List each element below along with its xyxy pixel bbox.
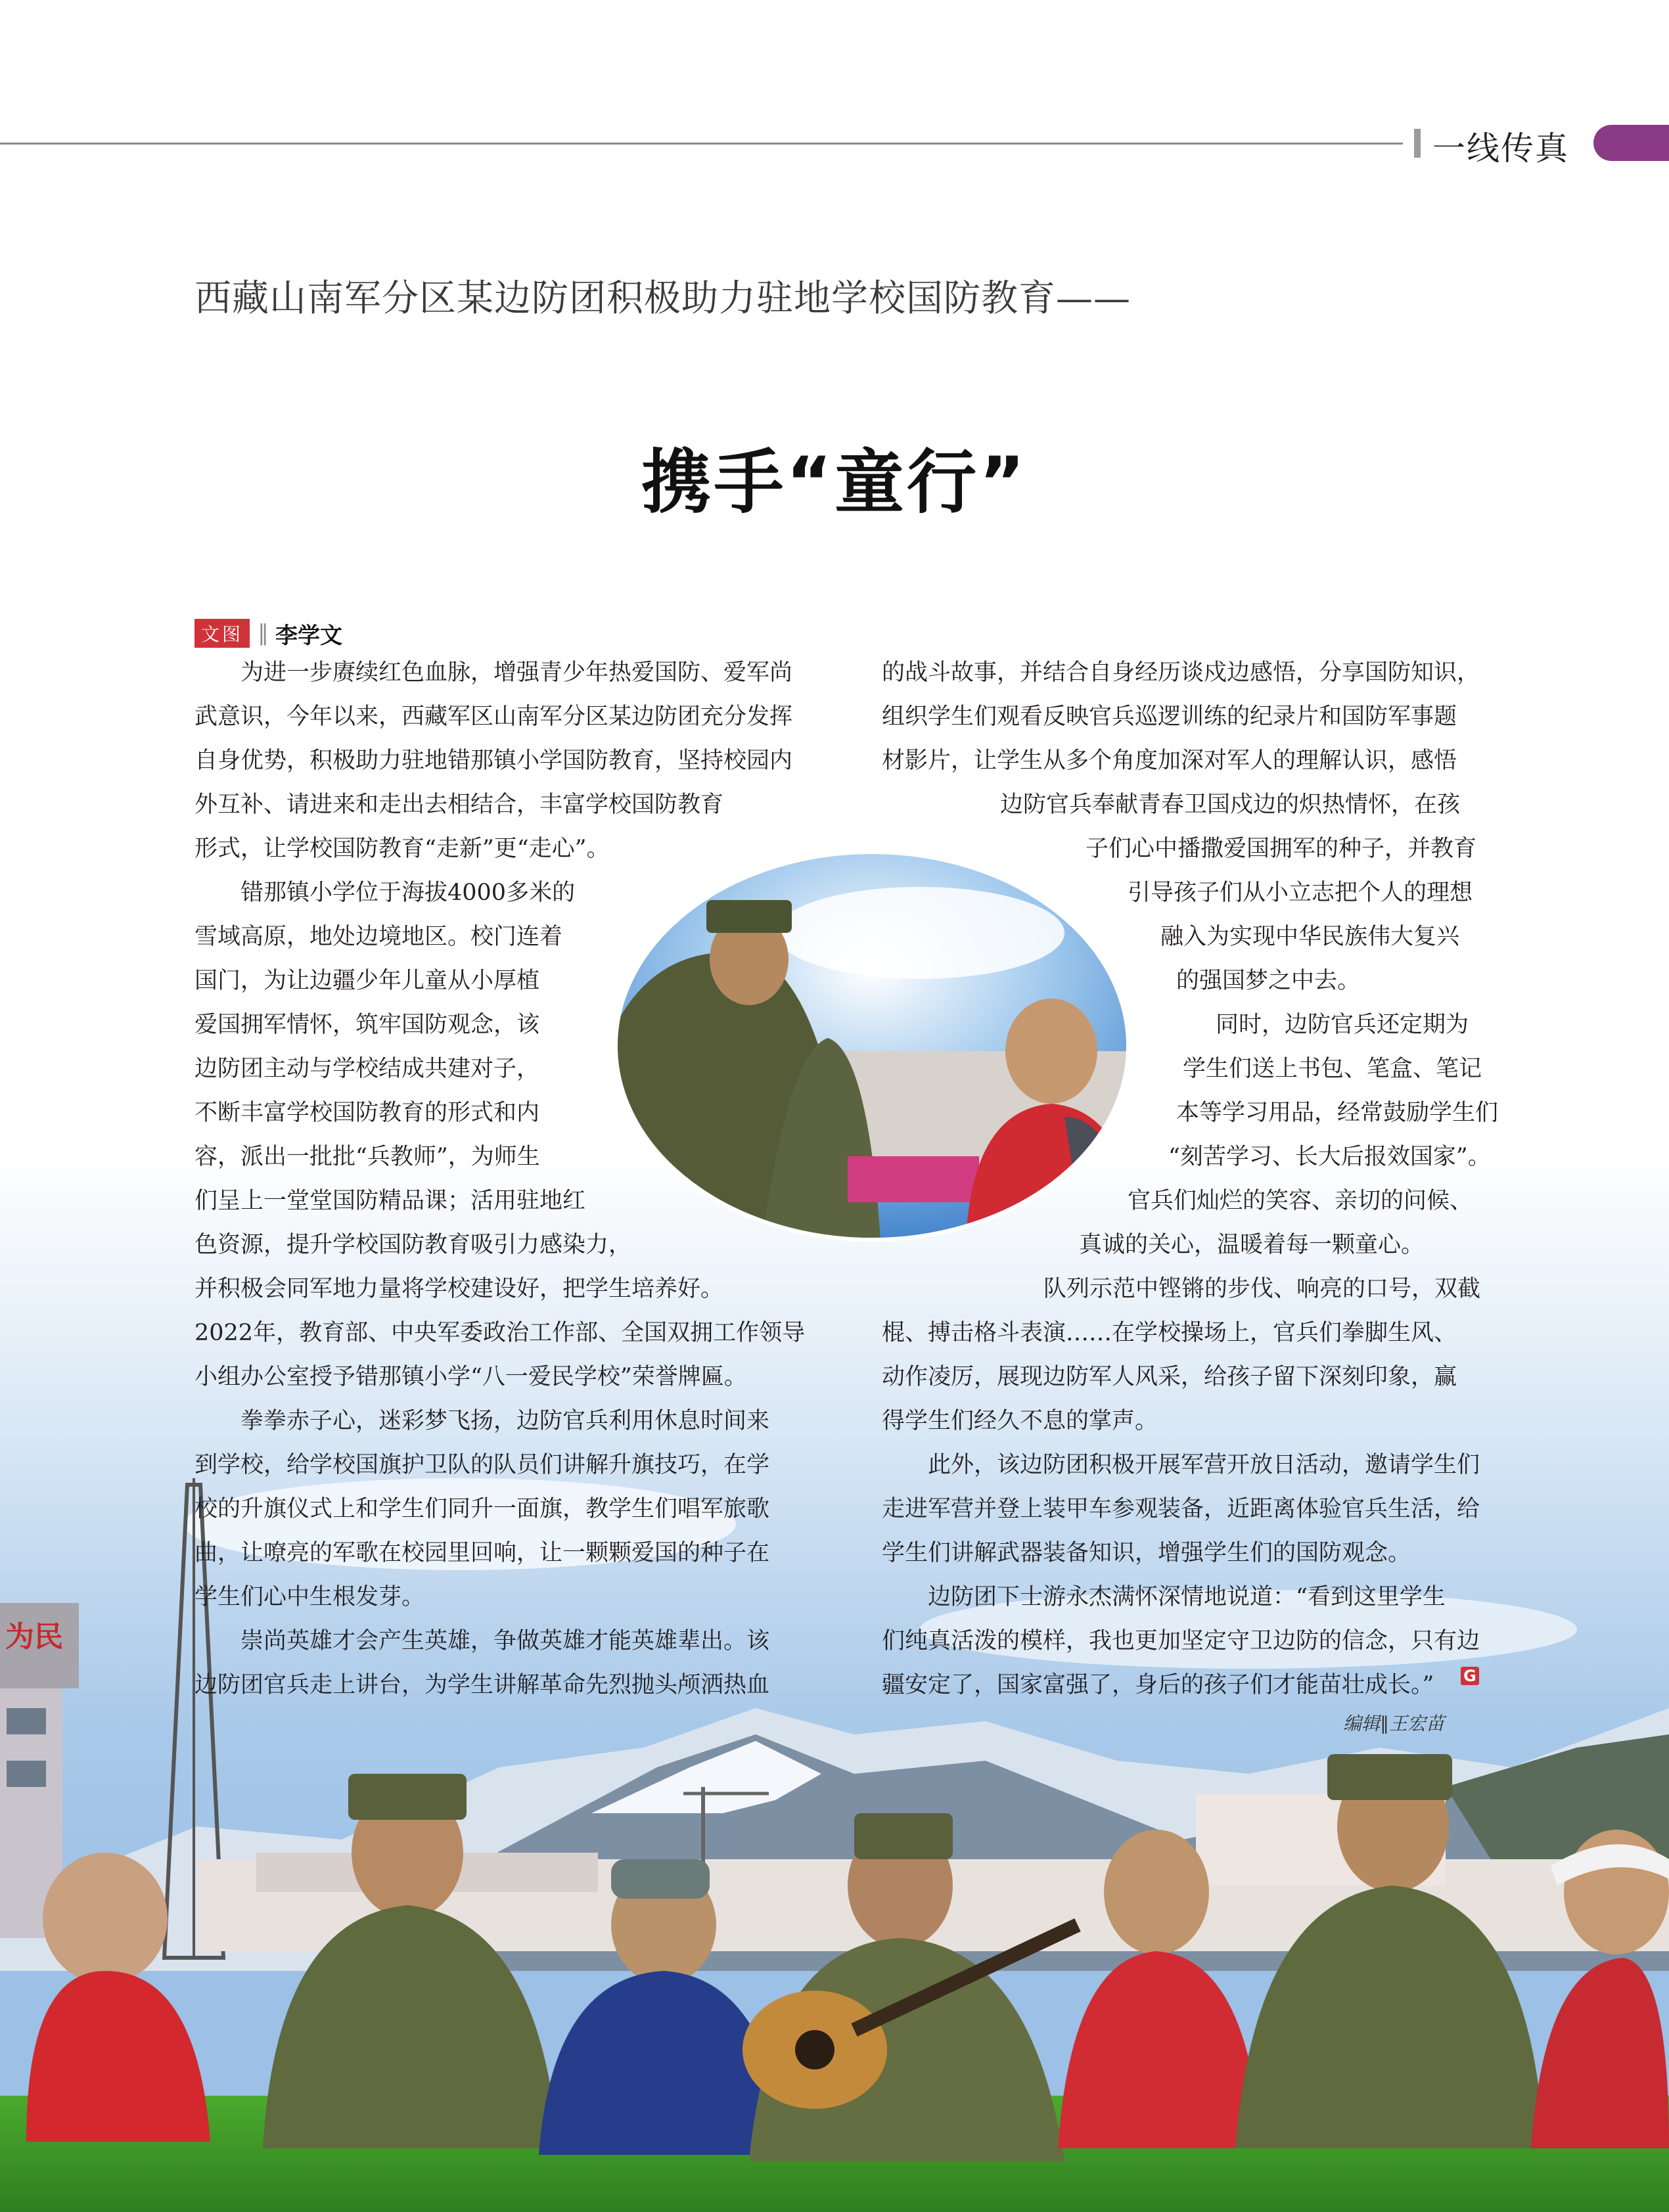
body-left-line: 容，派出一批批“兵教师”，为师生 [194, 1144, 540, 1170]
body-right-line: 子们心中播撒爱国拥军的种子，并教育 [1086, 836, 1477, 862]
body-left-line: 并积极会同军地力量将学校建设好，把学生培养好。 [194, 1276, 724, 1302]
body-right-line: 本等学习用品，经常鼓励学生们 [1176, 1100, 1499, 1126]
body-right-line: 棍、搏击格斗表演……在学校操场上，官兵们拳脚生风、 [882, 1320, 1457, 1346]
body-left-line: 曲，让嘹亮的军歌在校园里回响，让一颗颗爱国的种子在 [194, 1540, 770, 1566]
section-label: 一线传真 [1432, 129, 1569, 168]
body-left-line: 形式，让学校国防教育“走新”更“走心”。 [194, 836, 610, 862]
body-left-line: 边防团主动与学校结成共建对子， [194, 1056, 540, 1082]
body-left-line: 们呈上一堂堂国防精品课；活用驻地红 [194, 1188, 586, 1214]
body-left-line: 崇尚英雄才会产生英雄，争做英雄才能英雄辈出。该 [194, 1628, 770, 1654]
body-right-line: “刻苦学习、长大后报效国家”。 [1168, 1144, 1491, 1170]
body-left-line: 不断丰富学校国防教育的形式和内 [194, 1100, 540, 1126]
body-left-line: 校的升旗仪式上和学生们同升一面旗，教学生们唱军旅歌 [194, 1496, 770, 1522]
body-right-line: 队列示范中铿锵的步伐、响亮的口号，双截 [1043, 1276, 1481, 1302]
body-right-line: 组织学生们观看反映官兵巡逻训练的纪录片和国防军事题 [882, 704, 1457, 730]
body-right-line: 学生们送上书包、笔盒、笔记 [1183, 1056, 1482, 1082]
body-right-line: 的强国梦之中去。 [1176, 968, 1361, 994]
body-right-line: 此外，该边防团积极开展军营开放日活动，邀请学生们 [882, 1452, 1480, 1478]
body-right-line: 真诚的关心，温暖着每一颗童心。 [1079, 1232, 1425, 1258]
body-right-line: 学生们讲解武器装备知识，增强学生们的国防观念。 [882, 1540, 1411, 1566]
body-right-line: 引导孩子们从小立志把个人的理想 [1128, 880, 1473, 906]
byline-tag: 文图 [194, 619, 250, 648]
body-right-line: 材影片，让学生从多个角度加深对军人的理解认识，感悟 [882, 748, 1457, 774]
body-right-line: 官兵们灿烂的笑容、亲切的问候、 [1128, 1188, 1473, 1214]
body-left-line: 雪域高原，地处边境地区。校门连着 [194, 924, 563, 950]
body-left-line: 小组办公室授予错那镇小学“八一爱民学校”荣誉牌匾。 [194, 1364, 747, 1390]
header-rule [0, 143, 1403, 145]
body-left-line: 色资源，提升学校国防教育吸引力感染力， [194, 1232, 632, 1258]
body-left-line: 错那镇小学位于海拔4000多米的 [194, 880, 576, 906]
body-left-line: 2022年，教育部、中央军委政治工作部、全国双拥工作领导 [194, 1320, 806, 1346]
body-right-line: 得学生们经久不息的掌声。 [882, 1408, 1158, 1434]
section-tab [1593, 125, 1669, 161]
article-title: 携手“童行” [641, 442, 1028, 523]
body-right-line: 们纯真活泼的模样，我也更加坚定守卫边防的信念，只有边 [882, 1628, 1480, 1654]
body-left-line: 自身优势，积极助力驻地错那镇小学国防教育，坚持校园内 [194, 748, 793, 774]
body-left-line: 边防团官兵走上讲台，为学生讲解革命先烈抛头颅洒热血 [194, 1672, 770, 1698]
body-left-line: 国门，为让边疆少年儿童从小厚植 [194, 968, 540, 994]
editor-credit: 编辑∥王宏苗 [1343, 1713, 1445, 1734]
body-left-line: 武意识，今年以来，西藏军区山南军分区某边防团充分发挥 [194, 704, 793, 730]
byline-author: 李学文 [275, 622, 343, 649]
body-left-line: 到学校，给学校国旗护卫队的队员们讲解升旗技巧，在学 [194, 1452, 770, 1478]
body-right-line: 的战斗故事，并结合自身经历谈戍边感悟，分享国防知识， [882, 660, 1480, 686]
body-right-line: 边防官兵奉献青春卫国戍边的炽热情怀，在孩 [1000, 792, 1461, 818]
byline [194, 620, 343, 649]
byline-separator: ∥ [258, 620, 269, 646]
section-marker [1414, 129, 1421, 158]
end-mark: G [1461, 1667, 1479, 1685]
body-left-line: 爱国拥军情怀，筑牢国防观念，该 [194, 1012, 540, 1038]
body-left-line: 拳拳赤子心，迷彩梦飞扬，边防官兵利用休息时间来 [194, 1408, 770, 1434]
body-left-line: 为进一步赓续红色血脉，增强青少年热爱国防、爱军尚 [194, 660, 793, 686]
body-right-line: 走进军营并登上装甲车参观装备，近距离体验官兵生活，给 [882, 1496, 1480, 1522]
body-right-line: 边防团下士游永杰满怀深情地说道：“看到这里学生 [882, 1584, 1446, 1610]
body-left-line: 学生们心中生根发芽。 [194, 1584, 425, 1610]
body-right-line: 动作凌厉，展现边防军人风采，给孩子留下深刻印象，赢 [882, 1364, 1457, 1390]
body-right-line: 疆安定了，国家富强了，身后的孩子们才能苗壮成长。” [882, 1672, 1434, 1698]
building-sign: 为民 [5, 1620, 63, 1654]
body-right-line: 同时，边防官兵还定期为 [1216, 1012, 1469, 1038]
kicker-subtitle: 西藏山南军分区某边防团积极助力驻地学校国防教育—— [194, 277, 1131, 320]
body-right-line: 融入为实现中华民族伟大复兴 [1160, 924, 1460, 950]
body-left-line: 外互补、请进来和走出去相结合，丰富学校国防教育 [194, 792, 724, 818]
